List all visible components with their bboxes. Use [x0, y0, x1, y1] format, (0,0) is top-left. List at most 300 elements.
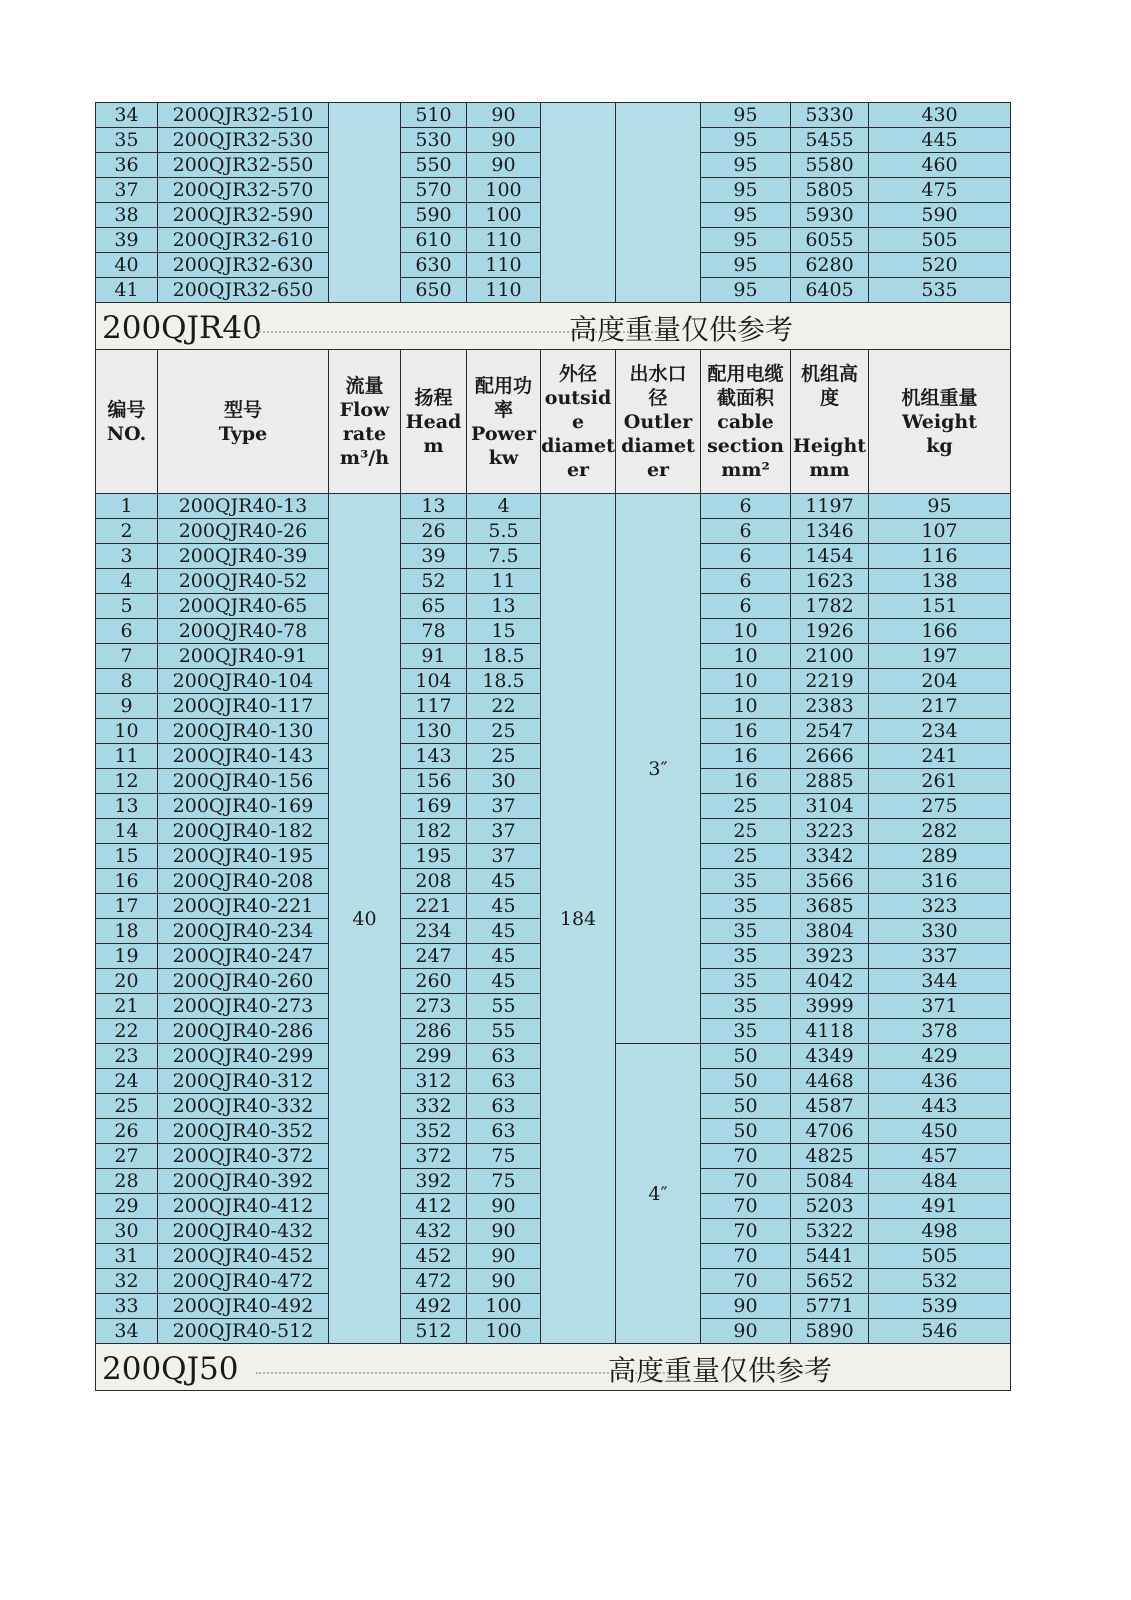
cell-type: 200QJR32-590: [158, 203, 329, 228]
cell-power: 90: [467, 153, 541, 178]
cell-no: 21: [96, 994, 158, 1019]
cell-type: 200QJR32-550: [158, 153, 329, 178]
cell-type: 200QJR40-247: [158, 944, 329, 969]
cell-power: 22: [467, 694, 541, 719]
cell-type: 200QJR40-234: [158, 919, 329, 944]
cell-power: 100: [467, 1294, 541, 1319]
cell-type: 200QJR32-510: [158, 103, 329, 128]
cell-height: 6055: [791, 228, 869, 253]
cell-type: 200QJR40-13: [158, 494, 329, 519]
table-row: [96, 494, 1011, 519]
cell-type: 200QJR40-78: [158, 619, 329, 644]
cell-no: 36: [96, 153, 158, 178]
cell-type: 200QJR40-260: [158, 969, 329, 994]
cell-type: 200QJR40-452: [158, 1244, 329, 1269]
cell-head: 352: [401, 1119, 467, 1144]
cell-head: 208: [401, 869, 467, 894]
cell-cable: 6: [701, 544, 791, 569]
header-power: [467, 350, 541, 494]
cell-no: 30: [96, 1219, 158, 1244]
cell-cable: 35: [701, 1019, 791, 1044]
cell-head: 182: [401, 819, 467, 844]
cell-weight: 241: [869, 744, 1011, 769]
cell-head: 260: [401, 969, 467, 994]
cell-power: 63: [467, 1094, 541, 1119]
cell-no: 31: [96, 1244, 158, 1269]
cell-no: 3: [96, 544, 158, 569]
cell-outer-diameter-merged: [541, 103, 616, 303]
cell-power: 37: [467, 844, 541, 869]
header-line: Weight: [902, 410, 977, 433]
cell-height: 5441: [791, 1244, 869, 1269]
cell-flow-merged: [329, 103, 401, 303]
cell-weight: 138: [869, 569, 1011, 594]
cell-head: 530: [401, 128, 467, 153]
cell-head: 452: [401, 1244, 467, 1269]
cell-no: 9: [96, 694, 158, 719]
cell-weight: 429: [869, 1044, 1011, 1069]
cell-type: 200QJR32-610: [158, 228, 329, 253]
cell-weight: 197: [869, 644, 1011, 669]
cell-head: 472: [401, 1269, 467, 1294]
cell-head: 299: [401, 1044, 467, 1069]
cell-no: 41: [96, 278, 158, 303]
cell-type: 200QJR40-91: [158, 644, 329, 669]
cell-type: 200QJR40-143: [158, 744, 329, 769]
header-line: rate: [342, 422, 387, 445]
cell-type: 200QJR40-412: [158, 1194, 329, 1219]
cell-height: 4468: [791, 1069, 869, 1094]
cell-type: 200QJR40-312: [158, 1069, 329, 1094]
cell-power: 110: [467, 278, 541, 303]
cell-flow-merged: 40: [329, 494, 401, 1344]
cell-outlet-merged-b: 4″: [616, 1044, 701, 1344]
cell-height: 1346: [791, 519, 869, 544]
cell-power: 75: [467, 1144, 541, 1169]
cell-no: 4: [96, 569, 158, 594]
cell-type: 200QJR40-512: [158, 1319, 329, 1344]
cell-type: 200QJR40-221: [158, 894, 329, 919]
cell-height: 5890: [791, 1319, 869, 1344]
header-type: [158, 350, 329, 494]
cell-height: 4349: [791, 1044, 869, 1069]
cell-type: 200QJR40-472: [158, 1269, 329, 1294]
cell-cable: 10: [701, 694, 791, 719]
cell-head: 512: [401, 1319, 467, 1344]
header-line: NO.: [106, 422, 147, 445]
cell-cable: 35: [701, 969, 791, 994]
cell-weight: 289: [869, 844, 1011, 869]
cell-head: 13: [401, 494, 467, 519]
cell-power: 55: [467, 1019, 541, 1044]
cell-weight: 166: [869, 619, 1011, 644]
header-line: Flow: [339, 398, 390, 421]
cell-height: 3566: [791, 869, 869, 894]
header-cable-section: [701, 350, 791, 494]
cell-height: 5930: [791, 203, 869, 228]
cell-type: 200QJR32-630: [158, 253, 329, 278]
cell-type: 200QJR40-169: [158, 794, 329, 819]
header-line: diamet: [621, 434, 695, 457]
cell-power: 55: [467, 994, 541, 1019]
cell-no: 10: [96, 719, 158, 744]
cell-height: 5330: [791, 103, 869, 128]
header-line: er: [646, 458, 670, 481]
cell-head: 117: [401, 694, 467, 719]
cell-power: 75: [467, 1169, 541, 1194]
header-line: 扬程: [414, 386, 453, 409]
cell-height: 2383: [791, 694, 869, 719]
header-line: 率: [493, 398, 513, 421]
cell-no: 22: [96, 1019, 158, 1044]
cell-cable: 25: [701, 819, 791, 844]
cell-height: 2885: [791, 769, 869, 794]
cell-height: 4118: [791, 1019, 869, 1044]
cell-cable: 95: [701, 253, 791, 278]
cell-head: 510: [401, 103, 467, 128]
cell-power: 45: [467, 969, 541, 994]
cell-head: 156: [401, 769, 467, 794]
cell-no: 1: [96, 494, 158, 519]
cell-power: 37: [467, 794, 541, 819]
cell-weight: 378: [869, 1019, 1011, 1044]
cell-weight: 344: [869, 969, 1011, 994]
cell-no: 13: [96, 794, 158, 819]
header-line: Height: [792, 434, 867, 457]
cell-cable: 90: [701, 1294, 791, 1319]
cell-cable: 6: [701, 594, 791, 619]
header-line: e: [571, 410, 585, 433]
cell-weight: 323: [869, 894, 1011, 919]
cell-cable: 70: [701, 1269, 791, 1294]
cell-power: 90: [467, 1219, 541, 1244]
cell-height: 1197: [791, 494, 869, 519]
cell-weight: 316: [869, 869, 1011, 894]
cell-no: 15: [96, 844, 158, 869]
header-line: Outler: [623, 410, 693, 433]
cell-power: 100: [467, 178, 541, 203]
cell-no: 24: [96, 1069, 158, 1094]
header-line: m³/h: [339, 446, 390, 469]
cell-cable: 70: [701, 1219, 791, 1244]
cell-type: 200QJR40-392: [158, 1169, 329, 1194]
cell-power: 90: [467, 1244, 541, 1269]
cell-power: 100: [467, 1319, 541, 1344]
header-flow: [329, 350, 401, 494]
cell-head: 26: [401, 519, 467, 544]
cell-power: 110: [467, 228, 541, 253]
cell-no: 19: [96, 944, 158, 969]
cell-no: 32: [96, 1269, 158, 1294]
cell-power: 63: [467, 1069, 541, 1094]
cell-weight: 217: [869, 694, 1011, 719]
spec-table: [95, 102, 1011, 1391]
cell-cable: 50: [701, 1094, 791, 1119]
cell-weight: 520: [869, 253, 1011, 278]
header-line: 配用功: [474, 374, 532, 397]
cell-type: 200QJR40-195: [158, 844, 329, 869]
cell-height: 4587: [791, 1094, 869, 1119]
section-note: 高度重量仅供参考: [608, 1354, 833, 1387]
cell-cable: 10: [701, 619, 791, 644]
cell-no: 26: [96, 1119, 158, 1144]
section-model-title: 200QJ50: [102, 1351, 239, 1387]
cell-power: 110: [467, 253, 541, 278]
cell-weight: 445: [869, 128, 1011, 153]
qjr32-rows: [96, 103, 1011, 303]
cell-weight: 430: [869, 103, 1011, 128]
cell-height: 5084: [791, 1169, 869, 1194]
cell-weight: 457: [869, 1144, 1011, 1169]
cell-weight: 443: [869, 1094, 1011, 1119]
cell-head: 332: [401, 1094, 467, 1119]
cell-type: 200QJR40-352: [158, 1119, 329, 1144]
header-height: [791, 350, 869, 494]
cell-weight: 436: [869, 1069, 1011, 1094]
cell-weight: 337: [869, 944, 1011, 969]
cell-height: 5652: [791, 1269, 869, 1294]
header-line: m: [423, 434, 444, 457]
header-line: [791, 410, 868, 434]
cell-power: 15: [467, 619, 541, 644]
cell-head: 130: [401, 719, 467, 744]
cell-power: 4: [467, 494, 541, 519]
cell-height: 2100: [791, 644, 869, 669]
cell-cable: 35: [701, 944, 791, 969]
cell-head: 78: [401, 619, 467, 644]
header-line: 型号: [223, 398, 262, 421]
cell-weight: 151: [869, 594, 1011, 619]
cell-head: 52: [401, 569, 467, 594]
cell-no: 25: [96, 1094, 158, 1119]
cell-weight: 498: [869, 1219, 1011, 1244]
cell-no: 34: [96, 1319, 158, 1344]
cell-height: 5455: [791, 128, 869, 153]
cell-weight: 107: [869, 519, 1011, 544]
cell-type: 200QJR40-286: [158, 1019, 329, 1044]
qjr40-rows: [96, 494, 1011, 1344]
cell-type: 200QJR40-65: [158, 594, 329, 619]
header-line: outsid: [544, 386, 612, 409]
cell-no: 35: [96, 128, 158, 153]
cell-type: 200QJR40-273: [158, 994, 329, 1019]
header-no: [96, 350, 158, 494]
cell-power: 25: [467, 719, 541, 744]
header-line: Head: [405, 410, 462, 433]
cell-power: 5.5: [467, 519, 541, 544]
cell-no: 8: [96, 669, 158, 694]
cell-cable: 35: [701, 919, 791, 944]
cell-no: 18: [96, 919, 158, 944]
header-line: 编号: [107, 398, 146, 421]
cell-no: 28: [96, 1169, 158, 1194]
cell-type: 200QJR40-130: [158, 719, 329, 744]
cell-head: 432: [401, 1219, 467, 1244]
header-line: 机组高: [800, 362, 858, 385]
cell-height: 3804: [791, 919, 869, 944]
cell-type: 200QJR40-26: [158, 519, 329, 544]
cell-weight: 234: [869, 719, 1011, 744]
cell-power: 18.5: [467, 644, 541, 669]
cell-cable: 6: [701, 494, 791, 519]
cell-height: 6405: [791, 278, 869, 303]
cell-no: 20: [96, 969, 158, 994]
cell-no: 7: [96, 644, 158, 669]
cell-no: 40: [96, 253, 158, 278]
cell-no: 6: [96, 619, 158, 644]
cell-no: 39: [96, 228, 158, 253]
cell-type: 200QJR32-650: [158, 278, 329, 303]
cell-cable: 35: [701, 894, 791, 919]
cell-head: 550: [401, 153, 467, 178]
cell-outlet-merged-a: 3″: [616, 494, 701, 1044]
cell-weight: 95: [869, 494, 1011, 519]
cell-power: 18.5: [467, 669, 541, 694]
cell-no: 27: [96, 1144, 158, 1169]
cell-height: 3685: [791, 894, 869, 919]
cell-head: 39: [401, 544, 467, 569]
cell-head: 195: [401, 844, 467, 869]
cell-height: 3342: [791, 844, 869, 869]
cell-power: 45: [467, 894, 541, 919]
cell-head: 650: [401, 278, 467, 303]
table-row: [96, 103, 1011, 128]
header-line: Power: [471, 422, 536, 445]
header-line: kg: [926, 434, 953, 457]
cell-cable: 70: [701, 1169, 791, 1194]
cell-power: 90: [467, 128, 541, 153]
cell-height: 3999: [791, 994, 869, 1019]
cell-power: 7.5: [467, 544, 541, 569]
header-line: Type: [218, 422, 268, 445]
cell-head: 610: [401, 228, 467, 253]
cell-no: 2: [96, 519, 158, 544]
cell-power: 63: [467, 1044, 541, 1069]
cell-height: 4706: [791, 1119, 869, 1144]
cell-height: 1782: [791, 594, 869, 619]
cell-power: 63: [467, 1119, 541, 1144]
header-line: 配用电缆: [707, 362, 784, 385]
cell-power: 45: [467, 919, 541, 944]
cell-power: 45: [467, 944, 541, 969]
cell-cable: 95: [701, 278, 791, 303]
cell-cable: 70: [701, 1194, 791, 1219]
cell-weight: 484: [869, 1169, 1011, 1194]
cell-head: 630: [401, 253, 467, 278]
cell-head: 412: [401, 1194, 467, 1219]
cell-cable: 50: [701, 1044, 791, 1069]
cell-type: 200QJR40-182: [158, 819, 329, 844]
cell-cable: 35: [701, 994, 791, 1019]
cell-type: 200QJR40-372: [158, 1144, 329, 1169]
cell-type: 200QJR40-104: [158, 669, 329, 694]
header-head: [401, 350, 467, 494]
cell-type: 200QJR40-39: [158, 544, 329, 569]
cell-power: 11: [467, 569, 541, 594]
cell-weight: 535: [869, 278, 1011, 303]
cell-weight: 590: [869, 203, 1011, 228]
cell-height: 1926: [791, 619, 869, 644]
cell-cable: 16: [701, 744, 791, 769]
cell-height: 1454: [791, 544, 869, 569]
section-model-title: 200QJR40: [102, 310, 262, 346]
cell-no: 5: [96, 594, 158, 619]
cell-cable: 16: [701, 719, 791, 744]
header-line: mm: [809, 458, 850, 481]
cell-no: 34: [96, 103, 158, 128]
cell-weight: 475: [869, 178, 1011, 203]
cell-weight: 491: [869, 1194, 1011, 1219]
cell-power: 25: [467, 744, 541, 769]
cell-type: 200QJR40-432: [158, 1219, 329, 1244]
cell-power: 100: [467, 203, 541, 228]
cell-no: 11: [96, 744, 158, 769]
cell-head: 234: [401, 919, 467, 944]
cell-weight: 261: [869, 769, 1011, 794]
cell-cable: 6: [701, 519, 791, 544]
cell-head: 247: [401, 944, 467, 969]
cell-weight: 116: [869, 544, 1011, 569]
cell-height: 3223: [791, 819, 869, 844]
cell-head: 570: [401, 178, 467, 203]
cell-type: 200QJR32-530: [158, 128, 329, 153]
cell-type: 200QJR40-208: [158, 869, 329, 894]
cell-height: 3104: [791, 794, 869, 819]
cell-cable: 70: [701, 1244, 791, 1269]
cell-power: 30: [467, 769, 541, 794]
header-outlet-diameter: [616, 350, 701, 494]
cell-height: 5322: [791, 1219, 869, 1244]
cell-type: 200QJR32-570: [158, 178, 329, 203]
cell-power: 90: [467, 103, 541, 128]
header-weight: [869, 350, 1011, 494]
section-note: 高度重量仅供参考: [569, 313, 794, 346]
cell-power: 90: [467, 1269, 541, 1294]
cell-type: 200QJR40-299: [158, 1044, 329, 1069]
cell-head: 392: [401, 1169, 467, 1194]
cell-cable: 35: [701, 869, 791, 894]
section-header-200qjr40: [96, 303, 1011, 350]
cell-no: 12: [96, 769, 158, 794]
cell-outlet-merged: [616, 103, 701, 303]
header-line: diamet: [541, 434, 615, 457]
cell-no: 23: [96, 1044, 158, 1069]
cell-cable: 95: [701, 153, 791, 178]
cell-cable: 90: [701, 1319, 791, 1344]
cell-cable: 95: [701, 103, 791, 128]
cell-cable: 95: [701, 128, 791, 153]
header-line: 机组重量: [901, 386, 978, 409]
cell-head: 221: [401, 894, 467, 919]
cell-weight: 460: [869, 153, 1011, 178]
header-line: 度: [819, 386, 839, 409]
cell-cable: 50: [701, 1069, 791, 1094]
cell-weight: 539: [869, 1294, 1011, 1319]
header-line: er: [566, 458, 590, 481]
cell-height: 5771: [791, 1294, 869, 1319]
cell-head: 143: [401, 744, 467, 769]
cell-weight: 532: [869, 1269, 1011, 1294]
cell-cable: 6: [701, 569, 791, 594]
cell-no: 37: [96, 178, 158, 203]
cell-cable: 95: [701, 203, 791, 228]
cell-cable: 25: [701, 794, 791, 819]
cell-type: 200QJR40-117: [158, 694, 329, 719]
cell-weight: 450: [869, 1119, 1011, 1144]
header-line: 径: [648, 386, 668, 409]
cell-weight: 546: [869, 1319, 1011, 1344]
cell-height: 5805: [791, 178, 869, 203]
